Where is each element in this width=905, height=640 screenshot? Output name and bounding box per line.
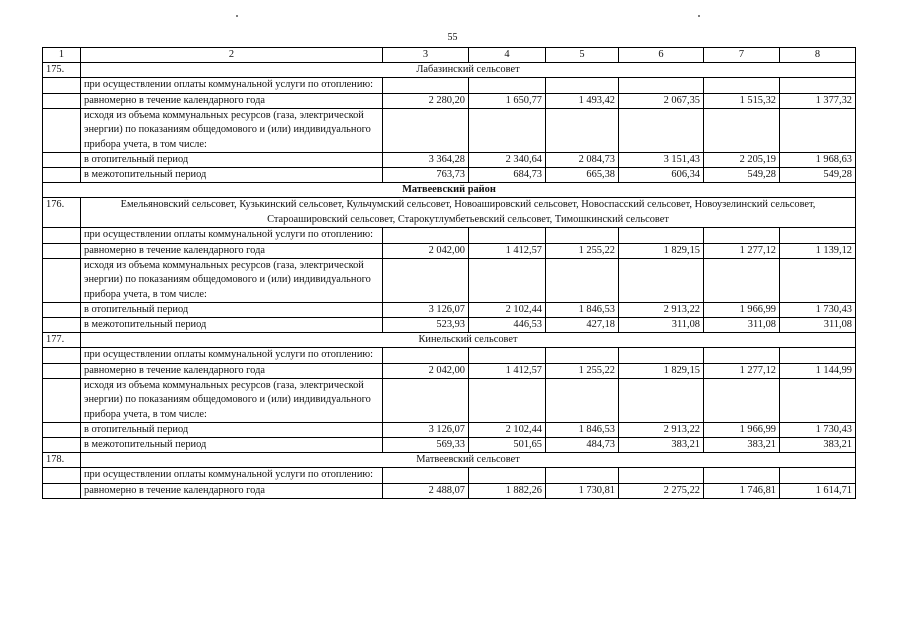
index-cell — [43, 378, 81, 423]
empty-cell — [383, 228, 469, 244]
empty-cell — [383, 108, 469, 153]
value-cell: 1 377,32 — [780, 93, 856, 108]
intro-row — [43, 78, 856, 94]
intro-row — [43, 468, 856, 484]
value-cell: 1 846,53 — [546, 423, 619, 438]
empty-cell — [780, 258, 856, 303]
value-cell: 569,33 — [383, 438, 469, 453]
empty-cell — [780, 228, 856, 244]
value-cell: 1 882,26 — [469, 483, 546, 498]
region-title: Матвеевский район — [43, 183, 856, 198]
empty-cell — [546, 258, 619, 303]
value-cell: 1 968,63 — [780, 153, 856, 168]
value-cell: 311,08 — [619, 318, 704, 333]
empty-cell — [546, 108, 619, 153]
empty-cell — [780, 468, 856, 484]
index-cell — [43, 468, 81, 484]
value-cell: 2 042,00 — [383, 243, 469, 258]
council-name: Матвеевский сельсовет — [81, 453, 856, 468]
value-cell: 763,73 — [383, 168, 469, 183]
column-number: 8 — [780, 48, 856, 63]
row-index: 177. — [43, 333, 81, 348]
uniform-year-row — [43, 243, 856, 258]
value-cell: 2 067,35 — [619, 93, 704, 108]
value-cell: 665,38 — [546, 168, 619, 183]
index-cell — [43, 108, 81, 153]
council-name: Емельяновский сельсовет, Кузькинский сельсовет, Кульчумский сельсовет, Новоашировский сельсовет, Новоспасский сельсовет, Новоузелинский сельсовет, Староашировский сельсовет, Старокутлумбетьевский сельсовет, Тимошкинский сельсовет — [81, 198, 856, 228]
value-cell: 311,08 — [780, 318, 856, 333]
row-label: равномерно в течение календарного года — [81, 243, 383, 258]
value-cell: 606,34 — [619, 168, 704, 183]
value-cell: 1 412,57 — [469, 363, 546, 378]
empty-cell — [619, 468, 704, 484]
value-cell: 523,93 — [383, 318, 469, 333]
empty-cell — [469, 348, 546, 364]
empty-cell — [619, 78, 704, 94]
empty-cell — [619, 108, 704, 153]
value-cell: 549,28 — [780, 168, 856, 183]
value-cell: 1 515,32 — [704, 93, 780, 108]
empty-cell — [704, 78, 780, 94]
empty-cell — [383, 258, 469, 303]
row-index: 178. — [43, 453, 81, 468]
value-cell: 1 650,77 — [469, 93, 546, 108]
value-cell: 2 913,22 — [619, 303, 704, 318]
value-cell: 2 205,19 — [704, 153, 780, 168]
heating-period-row — [43, 423, 856, 438]
description-cell: исходя из объема коммунальных ресурсов (газа, электрической энергии) по показаниям общедомового и (или) индивидуального прибора учета, в том числе: — [81, 258, 383, 303]
value-cell: 1 277,12 — [704, 243, 780, 258]
value-cell: 3 126,07 — [383, 303, 469, 318]
value-cell: 2 913,22 — [619, 423, 704, 438]
empty-cell — [469, 108, 546, 153]
value-cell: 446,53 — [469, 318, 546, 333]
empty-cell — [469, 78, 546, 94]
row-label: равномерно в течение календарного года — [81, 363, 383, 378]
council-row — [43, 333, 856, 348]
value-cell: 1 829,15 — [619, 243, 704, 258]
empty-cell — [469, 468, 546, 484]
off-season-row — [43, 438, 856, 453]
row-label: в межотопительный период — [81, 318, 383, 333]
row-label: в отопительный период — [81, 153, 383, 168]
value-cell: 1 829,15 — [619, 363, 704, 378]
value-cell: 549,28 — [704, 168, 780, 183]
value-cell: 3 364,28 — [383, 153, 469, 168]
description-cell: при осуществлении оплаты коммунальной услуги по отоплению: — [81, 348, 383, 364]
value-cell: 383,21 — [780, 438, 856, 453]
empty-cell — [704, 108, 780, 153]
heating-period-row — [43, 303, 856, 318]
empty-cell — [780, 378, 856, 423]
value-cell: 2 102,44 — [469, 423, 546, 438]
value-cell: 427,18 — [546, 318, 619, 333]
empty-cell — [704, 348, 780, 364]
empty-cell — [704, 468, 780, 484]
tariff-table — [42, 47, 856, 499]
value-cell: 1 277,12 — [704, 363, 780, 378]
column-number: 3 — [383, 48, 469, 63]
page-number: 55 — [447, 32, 458, 43]
description-cell: исходя из объема коммунальных ресурсов (газа, электрической энергии) по показаниям общедомового и (или) индивидуального прибора учета, в том числе: — [81, 378, 383, 423]
empty-cell — [546, 348, 619, 364]
row-label: в отопительный период — [81, 303, 383, 318]
value-cell: 311,08 — [704, 318, 780, 333]
description-cell: при осуществлении оплаты коммунальной услуги по отоплению: — [81, 78, 383, 94]
empty-cell — [780, 108, 856, 153]
council-name: Кинельский сельсовет — [81, 333, 856, 348]
value-cell: 1 730,43 — [780, 423, 856, 438]
row-index: 175. — [43, 63, 81, 78]
value-cell: 1 255,22 — [546, 243, 619, 258]
value-cell: 2 275,22 — [619, 483, 704, 498]
value-cell: 383,21 — [619, 438, 704, 453]
index-cell — [43, 438, 81, 453]
value-cell: 1 730,43 — [780, 303, 856, 318]
empty-cell — [383, 468, 469, 484]
index-cell — [43, 363, 81, 378]
value-cell: 684,73 — [469, 168, 546, 183]
off-season-row — [43, 318, 856, 333]
value-cell: 1 139,12 — [780, 243, 856, 258]
empty-cell — [469, 378, 546, 423]
index-cell — [43, 303, 81, 318]
value-cell: 1 144,99 — [780, 363, 856, 378]
value-cell: 1 730,81 — [546, 483, 619, 498]
heating-period-row — [43, 153, 856, 168]
value-cell: 2 084,73 — [546, 153, 619, 168]
column-number: 7 — [704, 48, 780, 63]
empty-cell — [546, 468, 619, 484]
empty-cell — [619, 348, 704, 364]
value-cell: 1 746,81 — [704, 483, 780, 498]
intro-row — [43, 348, 856, 364]
column-number-row — [43, 48, 856, 63]
column-number: 5 — [546, 48, 619, 63]
index-cell — [43, 153, 81, 168]
empty-cell — [704, 258, 780, 303]
uniform-year-row — [43, 93, 856, 108]
council-row — [43, 453, 856, 468]
value-cell: 501,65 — [469, 438, 546, 453]
value-cell: 484,73 — [546, 438, 619, 453]
row-label: в отопительный период — [81, 423, 383, 438]
value-cell: 1 412,57 — [469, 243, 546, 258]
empty-cell — [780, 78, 856, 94]
index-cell — [43, 483, 81, 498]
value-cell: 1 846,53 — [546, 303, 619, 318]
scan-speck — [698, 15, 700, 17]
empty-cell — [780, 348, 856, 364]
empty-cell — [546, 378, 619, 423]
value-cell: 1 966,99 — [704, 423, 780, 438]
row-index: 176. — [43, 198, 81, 228]
row-label: в межотопительный период — [81, 168, 383, 183]
value-cell: 1 493,42 — [546, 93, 619, 108]
index-cell — [43, 93, 81, 108]
empty-cell — [619, 378, 704, 423]
value-cell: 3 126,07 — [383, 423, 469, 438]
value-cell: 3 151,43 — [619, 153, 704, 168]
description-cell: при осуществлении оплаты коммунальной услуги по отоплению: — [81, 468, 383, 484]
meter-description-row — [43, 108, 856, 153]
empty-cell — [383, 348, 469, 364]
intro-row — [43, 228, 856, 244]
index-cell — [43, 348, 81, 364]
meter-description-row — [43, 258, 856, 303]
empty-cell — [704, 228, 780, 244]
index-cell — [43, 78, 81, 94]
uniform-year-row — [43, 483, 856, 498]
value-cell: 2 102,44 — [469, 303, 546, 318]
index-cell — [43, 243, 81, 258]
value-cell: 2 042,00 — [383, 363, 469, 378]
value-cell: 2 488,07 — [383, 483, 469, 498]
council-name: Лабазинский сельсовет — [81, 63, 856, 78]
description-cell: при осуществлении оплаты коммунальной услуги по отоплению: — [81, 228, 383, 244]
region-row — [43, 183, 856, 198]
row-label: равномерно в течение календарного года — [81, 93, 383, 108]
uniform-year-row — [43, 363, 856, 378]
index-cell — [43, 168, 81, 183]
column-number: 1 — [43, 48, 81, 63]
column-number: 6 — [619, 48, 704, 63]
column-number: 2 — [81, 48, 383, 63]
column-number: 4 — [469, 48, 546, 63]
empty-cell — [383, 378, 469, 423]
council-row — [43, 198, 856, 228]
row-label: в межотопительный период — [81, 438, 383, 453]
council-row — [43, 63, 856, 78]
value-cell: 2 280,20 — [383, 93, 469, 108]
index-cell — [43, 228, 81, 244]
empty-cell — [619, 258, 704, 303]
value-cell: 383,21 — [704, 438, 780, 453]
empty-cell — [619, 228, 704, 244]
index-cell — [43, 258, 81, 303]
index-cell — [43, 423, 81, 438]
meter-description-row — [43, 378, 856, 423]
empty-cell — [469, 228, 546, 244]
empty-cell — [546, 228, 619, 244]
row-label: равномерно в течение календарного года — [81, 483, 383, 498]
empty-cell — [546, 78, 619, 94]
value-cell: 2 340,64 — [469, 153, 546, 168]
off-season-row — [43, 168, 856, 183]
value-cell: 1 966,99 — [704, 303, 780, 318]
scan-speck — [236, 15, 238, 17]
description-cell: исходя из объема коммунальных ресурсов (газа, электрической энергии) по показаниям общедомового и (или) индивидуального прибора учета, в том числе: — [81, 108, 383, 153]
empty-cell — [469, 258, 546, 303]
empty-cell — [704, 378, 780, 423]
value-cell: 1 255,22 — [546, 363, 619, 378]
value-cell: 1 614,71 — [780, 483, 856, 498]
index-cell — [43, 318, 81, 333]
empty-cell — [383, 78, 469, 94]
